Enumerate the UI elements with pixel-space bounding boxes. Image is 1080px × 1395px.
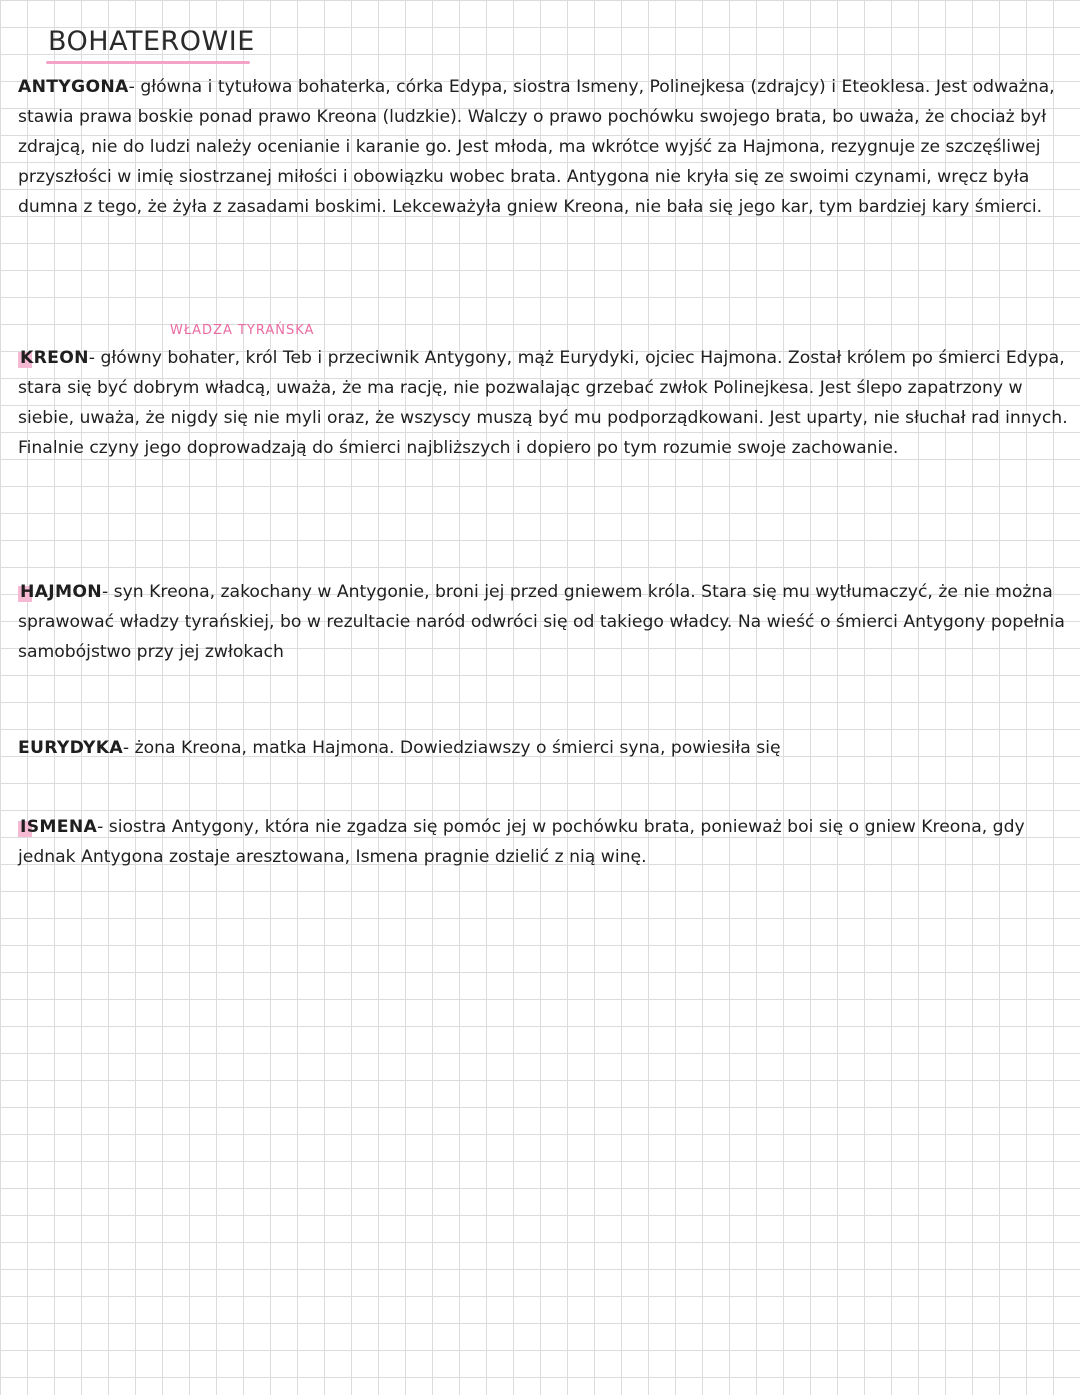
title-underline [46, 61, 250, 64]
character-antygona [18, 72, 1068, 222]
character-name: HAJMON [20, 582, 102, 602]
character-name: EURYDYKA [18, 738, 123, 758]
character-hajmon [18, 577, 1068, 667]
character-ismena [18, 812, 1068, 872]
character-eurydyka [18, 733, 1068, 763]
character-description: - główna i tytułowa bohaterka, córka Edypa, siostra Ismeny, Polinejkesa (zdrajcy) i Eteoklesa. Jest odważna, stawia prawa boskie ponad prawo Kreona (ludzkie). Walczy o prawo pochówku swojego brata, bo uważa, że chociaż był zdrajcą, nie do ludzi należy ocenianie i karanie go. Jest młoda, ma wkrótce wyjść za Hajmona, rezygnuje ze szczęśliwej przyszłości w imię siostrzanej miłości i obowiązku wobec brata. Antygona nie kryła się ze swoimi czynami, wręcz była dumna z tego, że żyła z zasadami boskimi. Lekceważyła gniew Kreona, nie bała się jego kar, tym bardziej kary śmierci. [18, 77, 1055, 217]
margin-annotation: WŁADZA TYRAŃSKA [170, 323, 315, 338]
character-name: ISMENA [20, 817, 98, 837]
character-name: ANTYGONA [18, 77, 129, 97]
character-description: - żona Kreona, matka Hajmona. Dowiedziawszy o śmierci syna, powiesiła się [122, 738, 781, 758]
character-kreon [18, 343, 1068, 463]
character-description: - syn Kreona, zakochany w Antygonie, broni jej przed gniewem króla. Stara się mu wytłumaczyć, że nie można sprawować władzy tyrańskiej, bo w rezultacie naród odwróci się od takiego władcy. Na wieść o śmierci Antygony popełnia samobójstwo przy jej zwłokach [18, 582, 1065, 662]
page-title: BOHATEROWIE [48, 26, 255, 57]
character-description: - siostra Antygony, która nie zgadza się pomóc jej w pochówku brata, ponieważ boi się o gniew Kreona, gdy jednak Antygona zostaje aresztowana, Ismena pragnie dzielić z nią winę. [18, 817, 1025, 867]
character-name: KREON [20, 348, 89, 368]
character-description: - główny bohater, król Teb i przeciwnik Antygony, mąż Eurydyki, ojciec Hajmona. Został królem po śmierci Edypa, stara się być dobrym władcą, uważa, że ma rację, nie pozwalając grzebać zwłok Polinejkesa. Jest ślepo zapatrzony w siebie, uważa, że nigdy się nie myli oraz, że wszyscy muszą być mu podporządkowani. Jest uparty, nie słuchał rad innych. Finalnie czyny jego doprowadzają do śmierci najbliższych i dopiero po tym rozumie swoje zachowanie. [18, 348, 1068, 458]
